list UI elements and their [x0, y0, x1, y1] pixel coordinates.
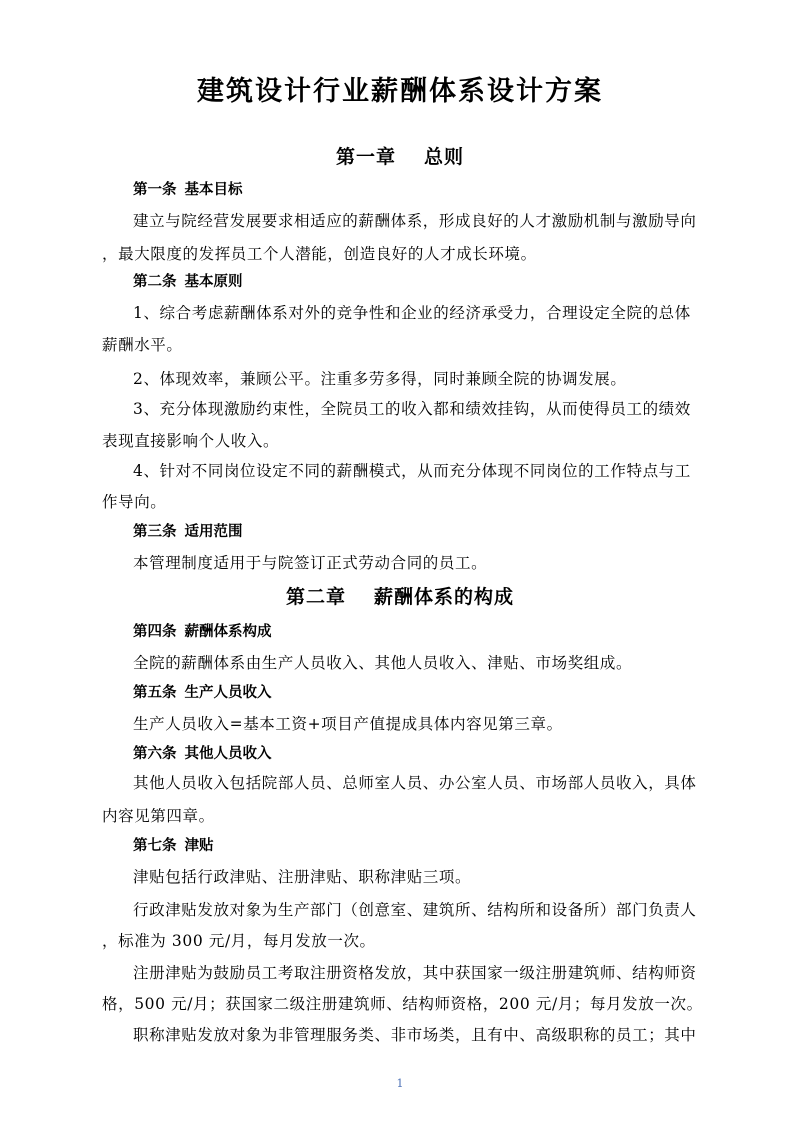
- paragraph-line: 内容见第四章。: [102, 807, 215, 825]
- paragraph-line: ，标准为 300 元/月，每月发放一次。: [102, 932, 376, 950]
- paragraph-line: 1、综合考虑薪酬体系对外的竞争性和企业的经济承受力，合理设定全院的总体: [133, 304, 691, 322]
- article-title: 津贴: [184, 837, 214, 854]
- article-title: 其他人员收入: [184, 745, 272, 762]
- paragraph-line: 其他人员收入包括院部人员、总师室人员、办公室人员、市场部人员收入，具体: [133, 774, 697, 792]
- paragraph-line: 2、体现效率，兼顾公平。注重多劳多得，同时兼顾全院的协调发展。: [133, 370, 627, 388]
- paragraph-line: 职称津贴发放对象为非管理服务类、非市场类，且有中、高级职称的员工；其中: [133, 1026, 697, 1044]
- paragraph-line: 建立与院经营发展要求相适应的薪酬体系，形成良好的人才激励机制与激励导向: [133, 212, 697, 230]
- chapter-number: 第一章: [335, 146, 396, 168]
- paragraph-line: 行政津贴发放对象为生产部门（创意室、建筑所、结构所和设备所）部门负责人: [133, 901, 697, 919]
- article-number: 第一条: [133, 181, 177, 198]
- article-number: 第二条: [133, 273, 177, 290]
- page-number: 1: [396, 1077, 404, 1090]
- paragraph-line: 生产人员收入=基本工资+项目产值提成具体内容见第三章。: [133, 715, 563, 733]
- paragraph-line: 薪酬水平。: [102, 336, 183, 354]
- paragraph-line: 作导向。: [102, 493, 167, 511]
- article-6-heading: [133, 744, 272, 764]
- document-title: 建筑设计行业薪酬体系设计方案: [197, 76, 603, 107]
- paragraph-line: 4、针对不同岗位设定不同的薪酬模式，从而充分体现不同岗位的工作特点与工: [133, 462, 691, 480]
- paragraph-line: 3、充分体现激励约束性，全院员工的收入都和绩效挂钩，从而使得员工的绩效: [133, 400, 691, 418]
- article-number: 第三条: [133, 523, 177, 540]
- article-2-heading: [133, 272, 243, 292]
- article-title: 基本原则: [184, 273, 243, 290]
- article-7-heading: [133, 836, 214, 856]
- article-number: 第四条: [133, 623, 177, 640]
- paragraph-line: 全院的薪酬体系由生产人员收入、其他人员收入、津贴、市场奖组成。: [133, 654, 633, 672]
- paragraph-line: 津贴包括行政津贴、注册津贴、职称津贴三项。: [133, 868, 472, 886]
- chapter-1-heading: [0, 144, 800, 170]
- article-5-heading: [133, 683, 272, 703]
- chapter-title: 薪酬体系的构成: [374, 586, 515, 608]
- article-title: 基本目标: [184, 181, 243, 198]
- paragraph-line: 本管理制度适用于与院签订正式劳动合同的员工。: [133, 554, 488, 572]
- paragraph-line: 表现直接影响个人收入。: [102, 432, 280, 450]
- article-title: 生产人员收入: [184, 684, 272, 701]
- chapter-title: 总则: [424, 146, 465, 168]
- paragraph-line: 格，500 元/月；获国家二级注册建筑师、结构师资格，200 元/月；每月发放一次。: [102, 995, 703, 1013]
- article-title: 适用范围: [184, 523, 243, 540]
- article-3-heading: [133, 522, 243, 542]
- article-number: 第七条: [133, 837, 177, 854]
- article-title: 薪酬体系构成: [184, 623, 272, 640]
- article-4-heading: [133, 622, 272, 642]
- paragraph-line: ，最大限度的发挥员工个人潜能，创造良好的人才成长环境。: [102, 245, 537, 263]
- article-number: 第五条: [133, 684, 177, 701]
- paragraph-line: 注册津贴为鼓励员工考取注册资格发放，其中获国家一级注册建筑师、结构师资: [133, 964, 697, 982]
- chapter-2-heading: [0, 584, 800, 610]
- article-1-heading: [133, 180, 243, 200]
- chapter-number: 第二章: [285, 586, 346, 608]
- article-number: 第六条: [133, 745, 177, 762]
